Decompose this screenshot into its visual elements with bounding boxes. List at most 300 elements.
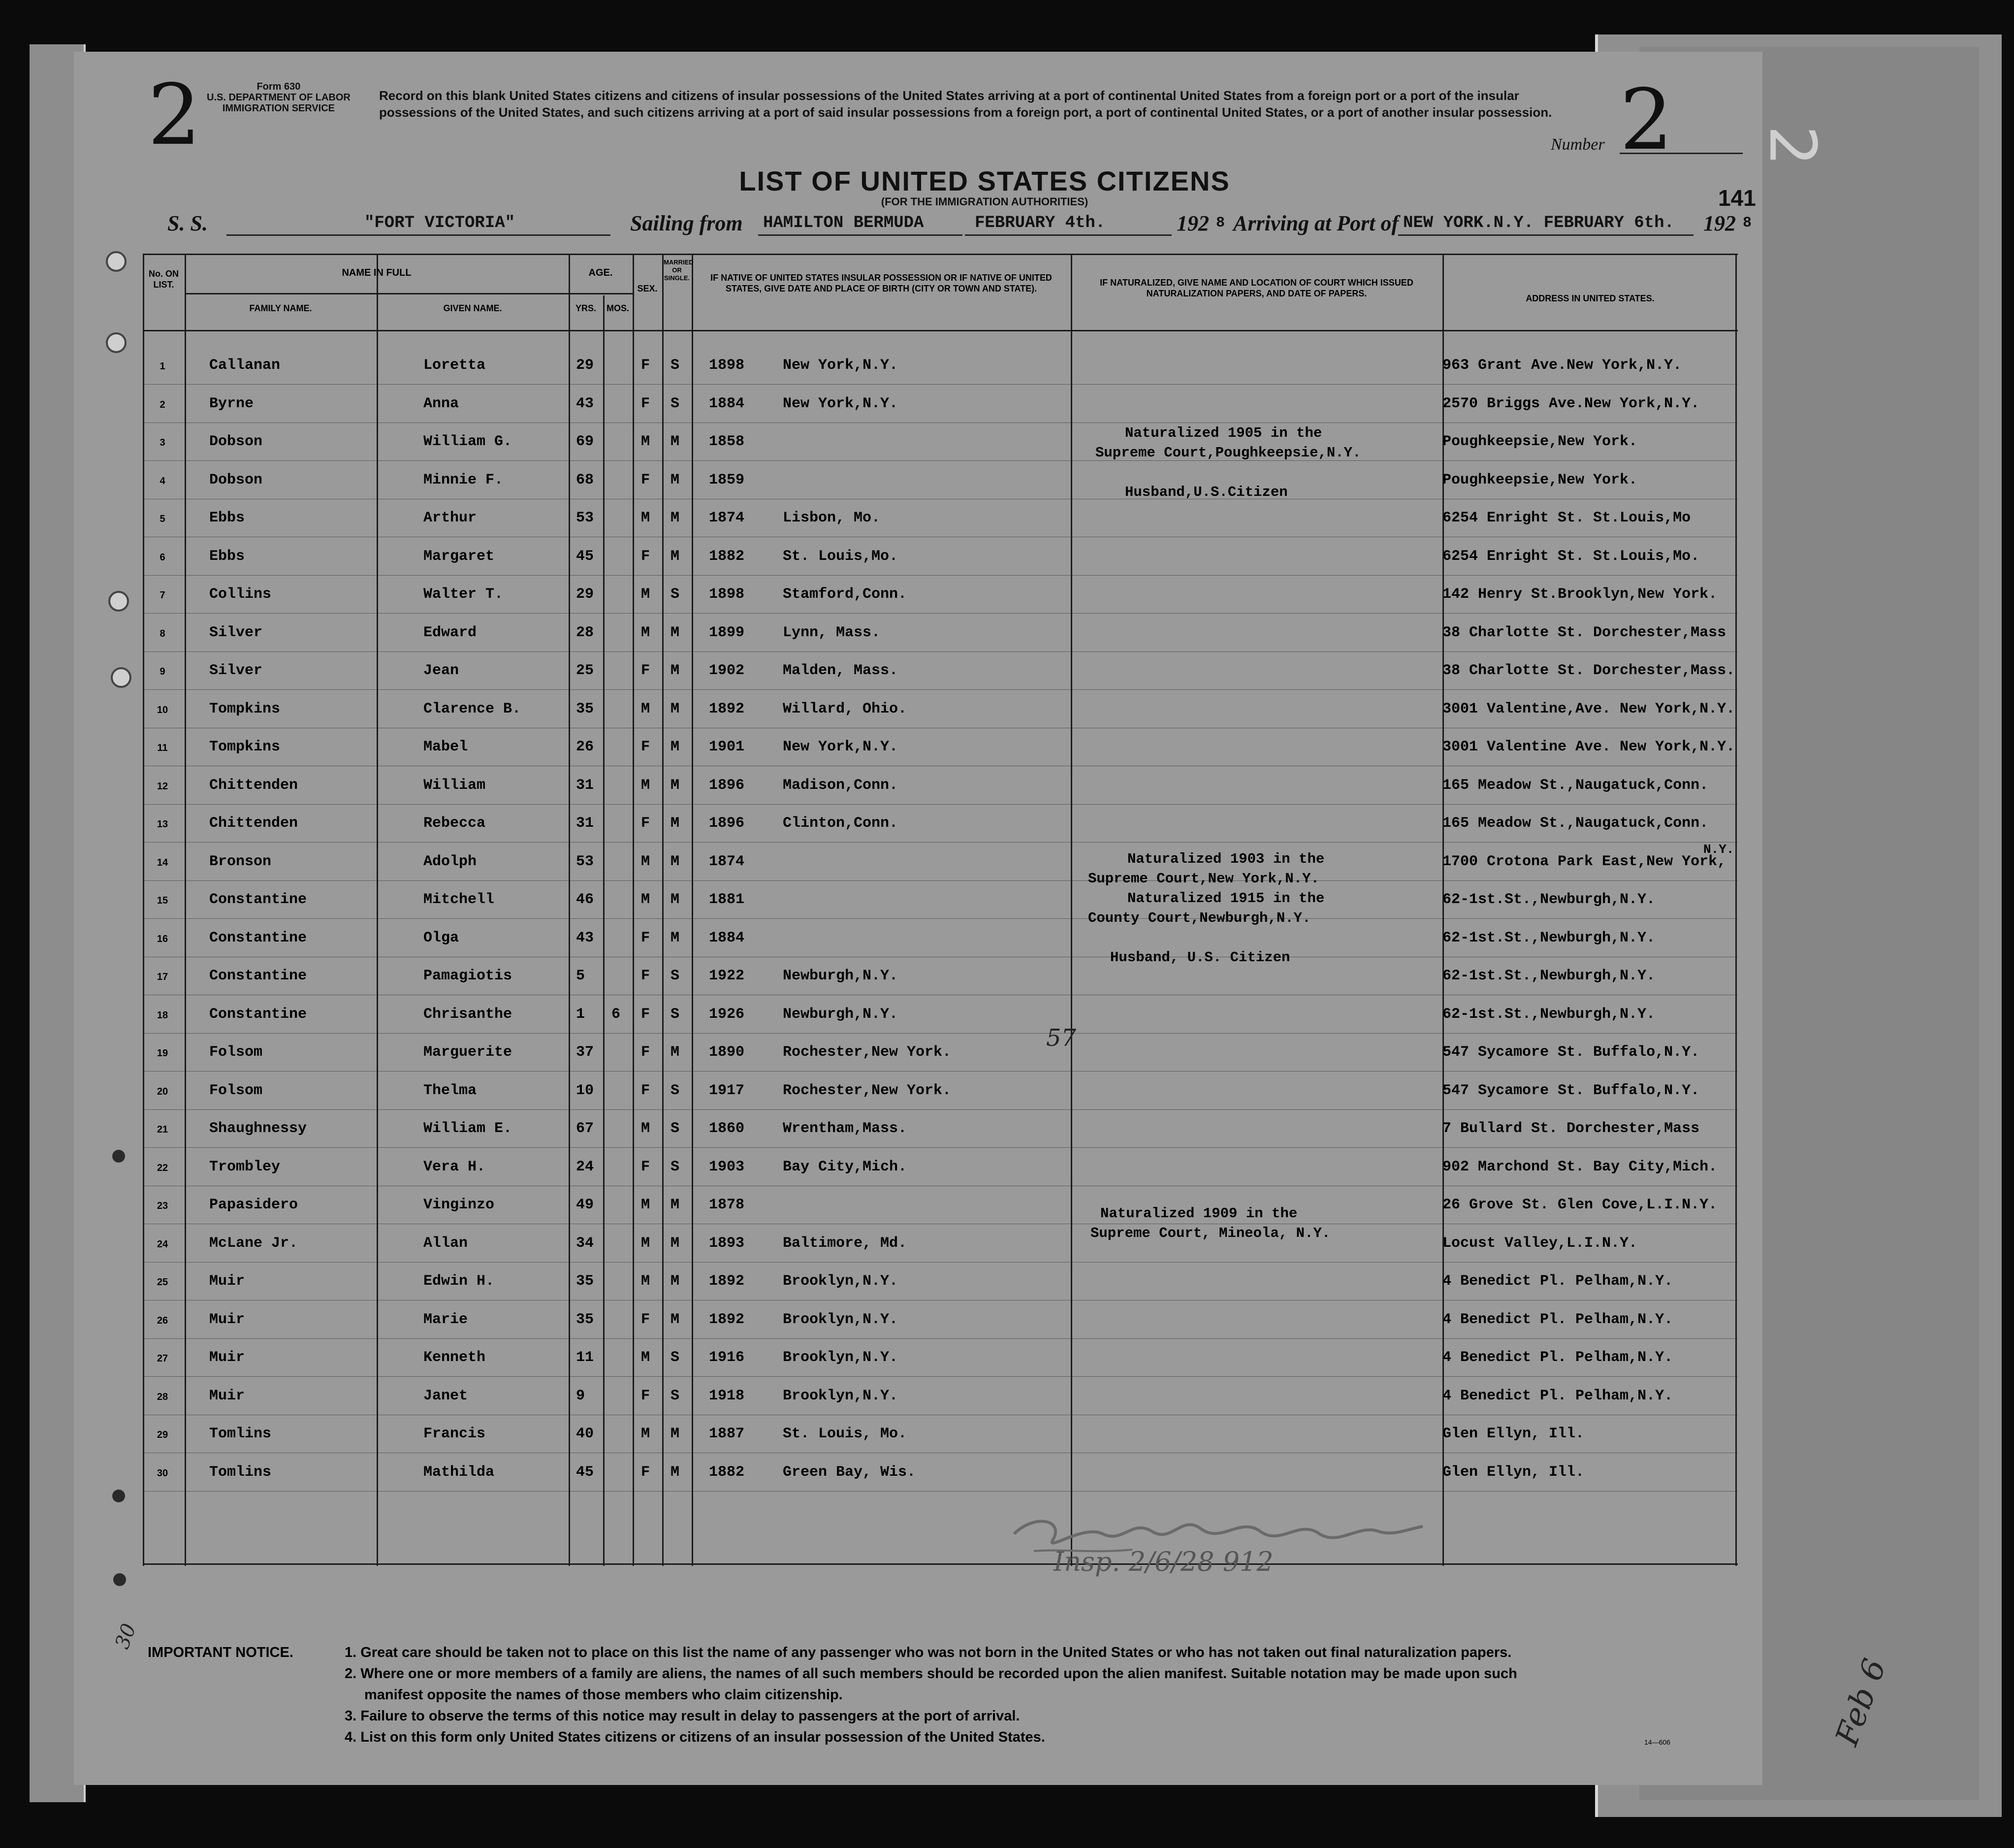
table-row [143, 1044, 1738, 1082]
birth-year: 1860 [709, 1120, 745, 1137]
row-number: 5 [160, 514, 165, 524]
birth-year: 1901 [709, 739, 745, 755]
address: 62-1st.St.,Newburgh,N.Y. [1442, 929, 1656, 946]
given-name: Mitchell [423, 891, 495, 908]
family-name: Callanan [209, 357, 281, 374]
address: 62-1st.St.,Newburgh,N.Y. [1442, 1005, 1656, 1023]
marital-status: M [671, 662, 680, 679]
sex: M [641, 1120, 650, 1137]
row-number: 22 [157, 1162, 168, 1173]
address: 62-1st.St.,Newburgh,N.Y. [1442, 968, 1656, 984]
family-name: Collins [209, 586, 272, 603]
address: 165 Meadow St.,Naugatuck,Conn. [1442, 777, 1709, 794]
sex: M [641, 586, 650, 603]
table-row [143, 472, 1738, 510]
marital-status: M [671, 1044, 680, 1061]
given-name: Jean [423, 662, 459, 679]
given-name: Olga [423, 929, 459, 946]
age-months: 6 [611, 1005, 621, 1023]
row-rule [143, 1109, 1738, 1110]
row-number: 9 [160, 666, 165, 677]
given-name: Mabel [423, 739, 468, 755]
birth-place: Brooklyn,N.Y. [783, 1273, 898, 1290]
marital-status: M [671, 1463, 680, 1481]
table-row [143, 1006, 1738, 1044]
family-name: Silver [209, 662, 263, 679]
row-number: 12 [157, 780, 168, 792]
birth-year: 1898 [709, 586, 745, 603]
given-name: William [423, 777, 486, 794]
age-years: 35 [576, 700, 594, 717]
family-name: Constantine [209, 1005, 307, 1023]
form-number: Form 630 [256, 81, 301, 92]
passenger-table [143, 254, 1738, 1566]
row-number: 17 [157, 972, 168, 982]
birth-place: Newburgh,N.Y. [783, 1005, 898, 1023]
page-title: LIST OF UNITED STATES CITIZENS [739, 165, 1230, 196]
form-instructions: Record on this blank United States citizens and citizens of insular possessions of the United States arriving at a port of continental United States from a foreign port or a port of the insular possessions of the United States, and such citizens arriving at a port of said insular possessions from a foreign port, a port of continental United States, or a port of another insular possession. [379, 88, 1552, 120]
row-rule [143, 880, 1738, 881]
row-number: 29 [157, 1429, 168, 1440]
age-years: 46 [576, 891, 594, 908]
address: 6254 Enright St. St.Louis,Mo. [1442, 548, 1700, 565]
row-rule [143, 1147, 1738, 1148]
arriving-label: Arriving at Port of [1233, 211, 1399, 235]
col-naturalized-header: IF NATURALIZED, GIVE NAME AND LOCATION OF COURT WHICH ISSUED NATURALIZATION PAPERS, AND DATE OF PAPERS. [1100, 278, 1413, 298]
table-row [143, 1349, 1738, 1388]
address: 2570 Briggs Ave.New York,N.Y. [1442, 395, 1700, 412]
naturalization-note-minnie: Husband,U.S.Citizen [1125, 484, 1288, 500]
ship-name-underline [226, 234, 610, 236]
marital-status: M [671, 433, 680, 450]
row-rule [143, 689, 1738, 690]
col-sex-header: SEX. [637, 284, 658, 293]
row-number: 19 [157, 1048, 168, 1059]
given-name: Walter T. [423, 586, 504, 603]
age-years: 26 [576, 739, 594, 755]
notice-item-3: 3. Failure to observe the terms of this notice may result in delay to passengers at the port of arrival. [345, 1708, 1020, 1724]
age-years: 53 [576, 510, 594, 526]
row-rule [143, 1376, 1738, 1377]
marital-status: M [671, 853, 680, 870]
birth-place: Clinton,Conn. [783, 815, 898, 832]
address: Glen Ellyn, Ill. [1442, 1426, 1585, 1442]
row-number: 1 [160, 361, 165, 372]
age-years: 37 [576, 1044, 594, 1061]
birth-year: 1903 [709, 1158, 745, 1175]
birth-year: 1878 [709, 1197, 745, 1213]
address: 7 Bullard St. Dorchester,Mass [1442, 1120, 1700, 1137]
row-rule [143, 1338, 1738, 1339]
table-row [143, 1197, 1738, 1235]
given-name: Marie [423, 1311, 468, 1328]
marital-status: S [671, 1120, 680, 1137]
ship-name: "FORT VICTORIA" [364, 214, 515, 232]
sex: M [641, 777, 650, 794]
marital-status: M [671, 777, 680, 794]
row-rule [143, 384, 1738, 385]
birth-place: Lynn, Mass. [783, 624, 881, 641]
inspector-date-note: Insp. 2/6/28 912 [1054, 1546, 1274, 1577]
birth-year: 1887 [709, 1426, 745, 1442]
age-years: 24 [576, 1158, 594, 1175]
ss-label: S. S. [167, 211, 208, 235]
sex: F [641, 357, 650, 374]
sex: F [641, 1044, 650, 1061]
family-name: Folsom [209, 1082, 263, 1099]
marital-status: S [671, 1082, 680, 1099]
marital-status: M [671, 548, 680, 565]
address: 62-1st.St.,Newburgh,N.Y. [1442, 891, 1656, 908]
age-years: 40 [576, 1426, 594, 1442]
arrival-year-digit: 8 [1743, 215, 1752, 231]
marital-status: M [671, 1197, 680, 1213]
sex: M [641, 624, 650, 641]
birth-place: Green Bay, Wis. [783, 1463, 916, 1481]
row-number: 7 [160, 590, 165, 601]
birth-year: 1890 [709, 1044, 745, 1061]
marital-status: M [671, 1426, 680, 1442]
birth-place: Wrentham,Mass. [783, 1120, 907, 1137]
sailing-port: HAMILTON BERMUDA [763, 214, 924, 232]
row-number: 8 [160, 628, 165, 639]
given-name: William E. [423, 1120, 512, 1137]
punch-hole [113, 1573, 126, 1586]
given-name: Pamagiotis [423, 968, 512, 984]
given-name: Chrisanthe [423, 1005, 512, 1023]
birth-place: Brooklyn,N.Y. [783, 1349, 898, 1366]
table-row [143, 662, 1738, 701]
sex: F [641, 968, 650, 984]
birth-place: Rochester,New York. [783, 1082, 952, 1099]
address: 1700 Crotona Park East,New York, [1442, 853, 1726, 870]
age-years: 45 [576, 548, 594, 565]
col-mos-header: MOS. [606, 303, 629, 313]
given-name: Clarence B. [423, 700, 521, 717]
sex: F [641, 471, 650, 488]
table-row [143, 930, 1738, 968]
address: 4 Benedict Pl. Pelham,N.Y. [1442, 1387, 1673, 1404]
given-name: Vinginzo [423, 1197, 495, 1213]
marital-status: M [671, 739, 680, 755]
age-years: 9 [576, 1387, 585, 1404]
col-name-header: NAME IN FULL [342, 267, 412, 278]
birth-place: St. Louis, Mo. [783, 1426, 907, 1442]
family-name: Tomlins [209, 1426, 272, 1442]
table-row [143, 395, 1738, 434]
row-number: 20 [157, 1086, 168, 1097]
family-name: Papasidero [209, 1197, 298, 1213]
row-number: 28 [157, 1391, 168, 1402]
address: 26 Grove St. Glen Cove,L.I.N.Y. [1442, 1197, 1718, 1213]
naturalization-note-mitchell: Naturalized 1915 in the County Court,Newburgh,N.Y. [1088, 890, 1325, 926]
marital-status: M [671, 471, 680, 488]
given-name: Margaret [423, 548, 495, 565]
birth-year: 1893 [709, 1234, 745, 1252]
inspector-signature [1004, 1504, 1447, 1590]
birth-year: 1917 [709, 1082, 745, 1099]
given-name: Adolph [423, 853, 477, 870]
birth-place: Newburgh,N.Y. [783, 968, 898, 984]
age-years: 11 [576, 1349, 594, 1366]
marital-status: M [671, 891, 680, 908]
address-continuation: N.Y. [1703, 842, 1734, 857]
col-family-header: FAMILY NAME. [249, 303, 312, 313]
sex: F [641, 395, 650, 412]
table-row [143, 1159, 1738, 1197]
given-name: Edwin H. [423, 1273, 495, 1290]
table-row [143, 548, 1738, 586]
given-name: Marguerite [423, 1044, 512, 1061]
table-row [143, 1120, 1738, 1159]
marital-status: M [671, 1273, 680, 1290]
birth-place: St. Louis,Mo. [783, 548, 898, 565]
family-name: Ebbs [209, 548, 245, 565]
table-row [143, 624, 1738, 663]
service-name: IMMIGRATION SERVICE [222, 103, 335, 114]
row-rule [143, 918, 1738, 919]
row-number: 25 [157, 1277, 168, 1288]
row-number: 10 [157, 704, 168, 715]
table-row [143, 701, 1738, 739]
address: 4 Benedict Pl. Pelham,N.Y. [1442, 1273, 1673, 1290]
family-name: Constantine [209, 929, 307, 946]
table-row [143, 1388, 1738, 1426]
table-row [143, 433, 1738, 472]
edge-handwritten-mark: 2 [1755, 125, 1830, 166]
row-rule [143, 842, 1738, 843]
address: 547 Sycamore St. Buffalo,N.Y. [1442, 1082, 1700, 1099]
family-name: Silver [209, 624, 263, 641]
row-number: 21 [157, 1124, 168, 1135]
marital-status: M [671, 929, 680, 946]
age-years: 31 [576, 815, 594, 832]
form-identifier [207, 81, 351, 114]
family-name: Bronson [209, 853, 272, 870]
col-address-header: ADDRESS IN UNITED STATES. [1526, 293, 1655, 303]
family-name: Shaughnessy [209, 1120, 307, 1137]
marital-status: M [671, 700, 680, 717]
birth-year: 1926 [709, 1005, 745, 1023]
given-name: Edward [423, 624, 477, 641]
family-name: Chittenden [209, 777, 298, 794]
sex: M [641, 1197, 650, 1213]
given-name: Anna [423, 395, 459, 412]
age-years: 67 [576, 1120, 594, 1137]
family-name: Chittenden [209, 815, 298, 832]
birth-year: 1892 [709, 1311, 745, 1328]
row-number: 16 [157, 933, 168, 944]
notice-heading: IMPORTANT NOTICE. [148, 1645, 293, 1660]
table-row [143, 891, 1738, 930]
table-row [143, 1426, 1738, 1464]
family-name: Muir [209, 1387, 245, 1404]
birth-year: 1899 [709, 624, 745, 641]
row-rule [143, 651, 1738, 652]
voyage-line [167, 211, 1802, 240]
punch-hole [106, 251, 127, 272]
age-years: 43 [576, 929, 594, 946]
sex: M [641, 1234, 650, 1252]
family-name: Byrne [209, 395, 254, 412]
age-years: 45 [576, 1463, 594, 1481]
birth-place: Stamford,Conn. [783, 586, 907, 603]
sex: F [641, 815, 650, 832]
margin-note-right: Feb 6 [1828, 1654, 1894, 1751]
address: 3001 Valentine,Ave. New York,N.Y. [1442, 700, 1735, 717]
sailing-year-digit: 8 [1216, 215, 1225, 231]
naturalization-note-olga: Husband, U.S. Citizen [1110, 949, 1290, 966]
birth-year: 1918 [709, 1387, 745, 1404]
table-row [143, 853, 1738, 892]
notice-item-2: 2. Where one or more members of a family are aliens, the names of all such members should be recorded upon the alien manifest. Suitable notation may be made upon such [345, 1666, 1517, 1682]
family-name: Dobson [209, 471, 263, 488]
notice-item-2-cont: manifest opposite the names of those members who claim citizenship. [364, 1687, 843, 1703]
age-years: 68 [576, 471, 594, 488]
address: 3001 Valentine Ave. New York,N.Y. [1442, 739, 1735, 755]
list-number-value: 2 [1620, 71, 1673, 169]
table-row [143, 1235, 1738, 1273]
table-row [143, 1273, 1738, 1311]
age-years: 69 [576, 433, 594, 450]
family-name: Tomlins [209, 1463, 272, 1481]
birth-year: 1898 [709, 357, 745, 374]
age-years: 31 [576, 777, 594, 794]
arrival-year-prefix: 192 [1703, 211, 1736, 235]
given-name: Francis [423, 1426, 486, 1442]
punch-hole [108, 591, 129, 612]
arrival-underline [1398, 234, 1694, 236]
address: Glen Ellyn, Ill. [1442, 1463, 1585, 1481]
marital-status: S [671, 968, 680, 984]
table-row [143, 777, 1738, 815]
col-no-header: No. ON LIST. [149, 269, 179, 290]
birth-year: 1882 [709, 1463, 745, 1481]
marital-status: S [671, 1349, 680, 1366]
birth-place: Malden, Mass. [783, 662, 898, 679]
col-married-header: MARRIED OR SINGLE. [664, 259, 694, 282]
address: 165 Meadow St.,Naugatuck,Conn. [1442, 815, 1709, 832]
birth-place: Madison,Conn. [783, 777, 898, 794]
birth-place: Baltimore, Md. [783, 1234, 907, 1252]
birth-year: 1884 [709, 395, 745, 412]
table-row [143, 357, 1738, 395]
given-name: Allan [423, 1234, 468, 1252]
family-name: Trombley [209, 1158, 281, 1175]
birth-place: New York,N.Y. [783, 395, 898, 412]
sailing-port-underline [758, 234, 962, 236]
family-name: Folsom [209, 1044, 263, 1061]
notice-item-4: 4. List on this form only United States citizens or citizens of an insular possession of the United States. [345, 1729, 1045, 1745]
sex: F [641, 1158, 650, 1175]
address: 38 Charlotte St. Dorchester,Mass [1442, 624, 1726, 641]
punch-hole [112, 1490, 125, 1502]
row-rule [143, 1262, 1738, 1263]
row-number: 30 [157, 1467, 168, 1479]
given-name: Mathilda [423, 1463, 495, 1481]
age-years: 28 [576, 624, 594, 641]
row-rule [143, 804, 1738, 805]
row-number: 11 [157, 743, 168, 753]
marital-status: M [671, 624, 680, 641]
age-years: 29 [576, 586, 594, 603]
birth-year: 1902 [709, 662, 745, 679]
sailing-date-underline [965, 234, 1172, 236]
sex: F [641, 662, 650, 679]
sailing-year-prefix: 192 [1177, 211, 1209, 235]
row-rule [143, 575, 1738, 576]
handwritten-mid-mark: 57 [1046, 1024, 1077, 1052]
address: 6254 Enright St. St.Louis,Mo [1442, 510, 1691, 526]
given-name: Minnie F. [423, 471, 504, 488]
row-number: 26 [157, 1315, 168, 1326]
row-rule [143, 422, 1738, 423]
marital-status: S [671, 1005, 680, 1023]
given-name: William G. [423, 433, 512, 450]
age-years: 5 [576, 968, 585, 984]
table-row [143, 739, 1738, 777]
col-yrs-header: YRS. [575, 303, 596, 313]
address: 4 Benedict Pl. Pelham,N.Y. [1442, 1311, 1673, 1328]
row-rule [143, 1033, 1738, 1034]
sex: M [641, 853, 650, 870]
birth-place: New York,N.Y. [783, 357, 898, 374]
birth-year: 1874 [709, 853, 745, 870]
address: 4 Benedict Pl. Pelham,N.Y. [1442, 1349, 1673, 1366]
family-name: Muir [209, 1273, 245, 1290]
given-name: Thelma [423, 1082, 477, 1099]
sex: F [641, 548, 650, 565]
marital-status: M [671, 1311, 680, 1328]
birth-year: 1859 [709, 471, 745, 488]
age-years: 34 [576, 1234, 594, 1252]
sex: M [641, 1426, 650, 1442]
birth-year: 1896 [709, 777, 745, 794]
age-years: 35 [576, 1311, 594, 1328]
given-name: Rebecca [423, 815, 486, 832]
birth-place: Bay City,Mich. [783, 1158, 907, 1175]
family-name: Tompkins [209, 700, 281, 717]
birth-year: 1881 [709, 891, 745, 908]
given-name: Loretta [423, 357, 486, 374]
sex: M [641, 1349, 650, 1366]
row-number: 2 [160, 399, 165, 410]
sex: M [641, 700, 650, 717]
table-row [143, 1464, 1738, 1502]
sex: M [641, 891, 650, 908]
col-age-header: AGE. [588, 267, 613, 278]
row-number: 24 [157, 1238, 168, 1250]
birth-year: 1896 [709, 815, 745, 832]
age-years: 43 [576, 395, 594, 412]
row-number: 18 [157, 1009, 168, 1021]
marital-status: M [671, 815, 680, 832]
address: Poughkeepsie,New York. [1442, 471, 1638, 488]
birth-year: 1922 [709, 968, 745, 984]
naturalization-note-dobson: Naturalized 1905 in the Supreme Court,Poughkeepsie,N.Y. [1095, 425, 1361, 461]
marital-status: S [671, 357, 680, 374]
department-name: U.S. DEPARTMENT OF LABOR [207, 92, 351, 103]
page-subtitle: (FOR THE IMMIGRATION AUTHORITIES) [881, 195, 1088, 208]
address: Locust Valley,L.I.N.Y. [1442, 1234, 1638, 1252]
birth-place: New York,N.Y. [783, 739, 898, 755]
sex: F [641, 1387, 650, 1404]
row-number: 15 [157, 895, 168, 906]
sailing-date: FEBRUARY 4th. [975, 214, 1106, 232]
row-number: 3 [160, 437, 165, 448]
marital-status: S [671, 395, 680, 412]
naturalization-note-bronson: Naturalized 1903 in the Supreme Court,New York,N.Y. [1088, 851, 1325, 887]
